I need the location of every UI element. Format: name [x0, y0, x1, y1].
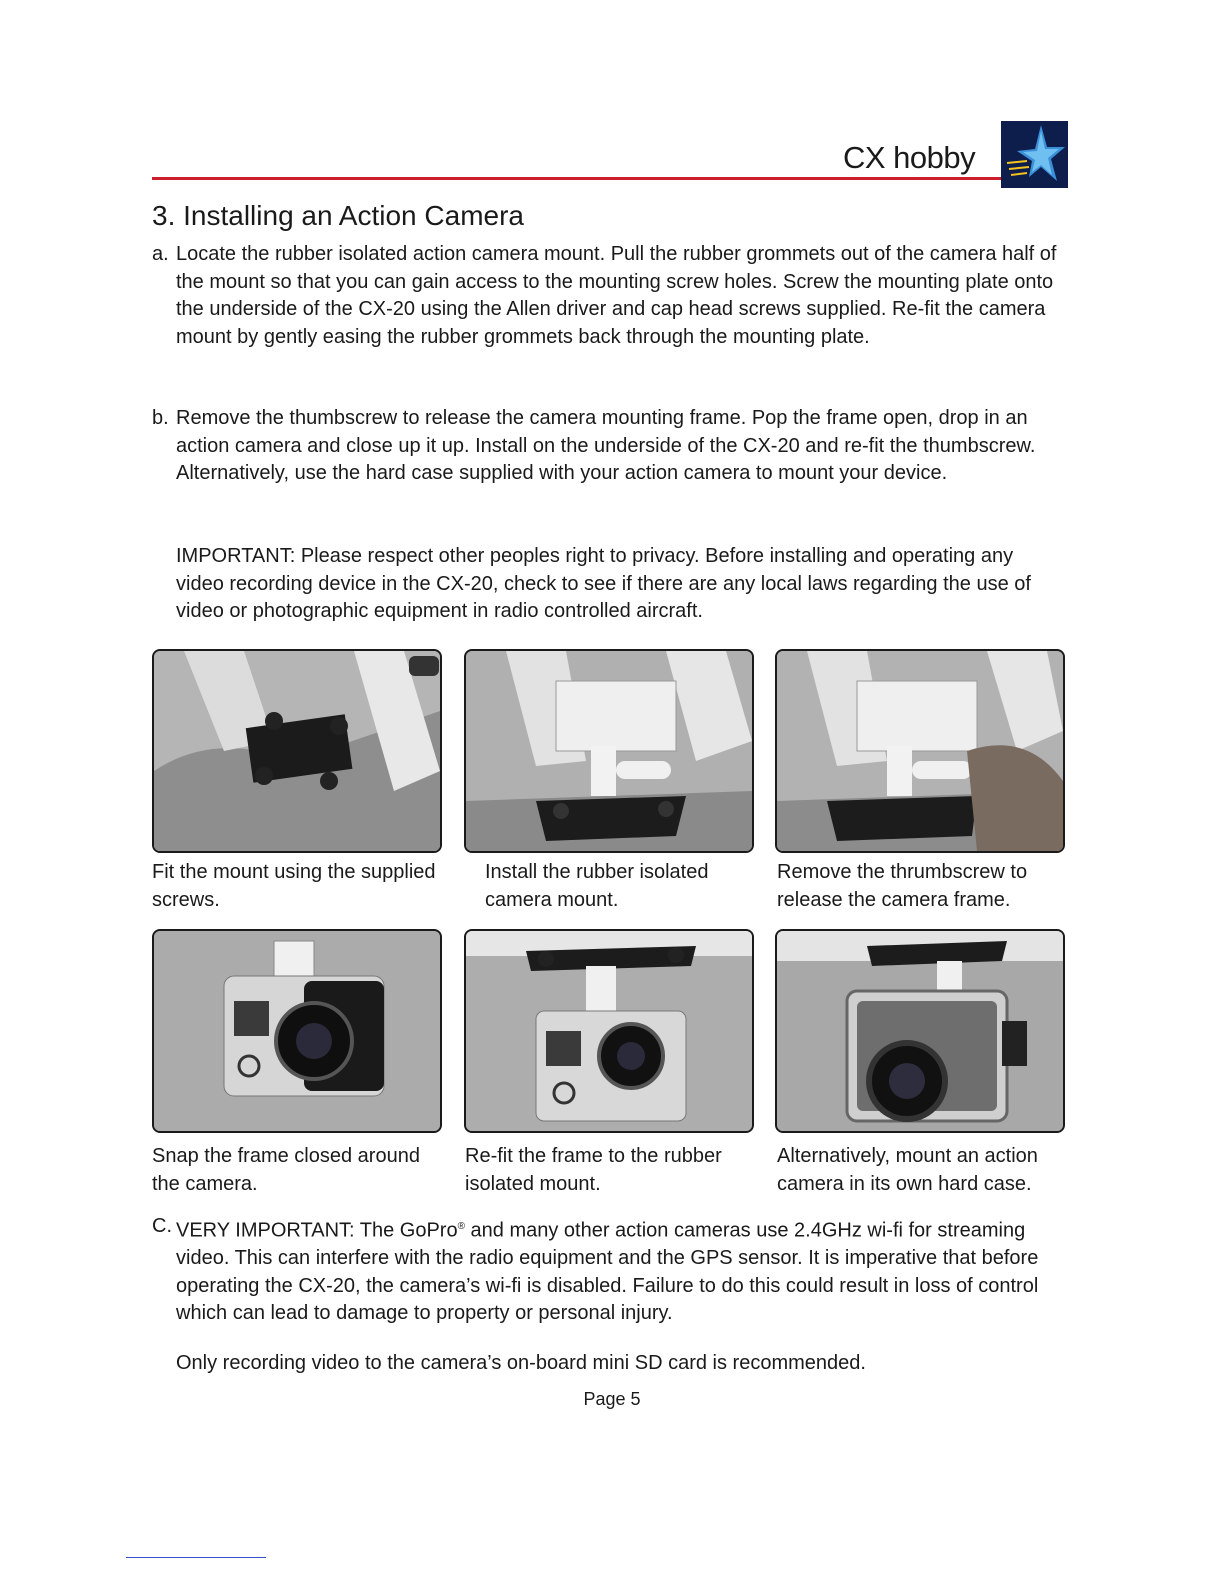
photo-refit-frame — [464, 929, 754, 1133]
step-b-label: b. — [152, 407, 169, 429]
caption-3: Remove the thrumbscrew to release the camera frame. — [777, 861, 1028, 911]
footer-rule — [126, 1557, 266, 1558]
photo-hard-case — [775, 929, 1065, 1133]
registered-mark: ® — [457, 1221, 465, 1232]
step-c-lead: VERY IMPORTANT: The GoPro — [176, 1219, 458, 1242]
caption-5: Re-fit the frame to the rubber isolated mount. — [465, 1145, 722, 1195]
caption-1: Fit the mount using the supplied screws. — [152, 861, 436, 911]
caption-6: Alternatively, mount an action camera in its own hard case. — [777, 1145, 1038, 1195]
header-rule — [152, 177, 1010, 180]
page-number: Page 5 — [583, 1389, 641, 1409]
step-c-text: and many other action cameras use 2.4GHz wi-fi for streaming video. This can interfere with the radio equipment and the GPS sensor. It is imperative that before operating the CX-20, the camera’s wi-fi is disabled. Failure to do this could result in loss of control which can lead to damage to property or personal injury. — [176, 1219, 1039, 1325]
important-note: IMPORTANT: Please respect other peoples right to privacy. Before installing and operating any video recording device in the CX-20, check to see if there are any local laws regarding the use of video or photographic equipment in radio controlled aircraft. — [176, 545, 1031, 622]
sd-card-note: Only recording video to the camera’s on-board mini SD card is recommended. — [176, 1352, 866, 1374]
step-a-text: Locate the rubber isolated action camera mount. Pull the rubber grommets out of the camera half of the mount so that you can gain access to the mounting screw holes. Screw the mounting plate onto the underside of the CX-20 using the Allen driver and cap head screws supplied. Re-fit the camera mount by gently easing the rubber grommets back through the mounting plate. — [176, 243, 1057, 348]
step-b — [152, 405, 1061, 488]
photo-fit-mount — [152, 649, 442, 853]
caption-4: Snap the frame closed around the camera. — [152, 1145, 420, 1195]
brand-name: CX hobby — [843, 140, 976, 175]
star-logo-icon — [1001, 121, 1068, 188]
photo-remove-thumbscrew — [775, 649, 1065, 853]
step-a — [152, 241, 1061, 351]
photo-snap-frame — [152, 929, 442, 1133]
step-c-label: C. — [152, 1215, 172, 1237]
step-c — [152, 1213, 1061, 1328]
photo-install-mount — [464, 649, 754, 853]
section-title: 3. Installing an Action Camera — [152, 200, 524, 231]
caption-2: Install the rubber isolated camera mount. — [485, 861, 709, 911]
step-a-label: a. — [152, 243, 169, 265]
step-b-text: Remove the thumbscrew to release the camera mounting frame. Pop the frame open, drop in an action camera and close up it up. Install on the underside of the CX-20 and re-fit the thumbscrew. Alternatively, use the hard case supplied with your action camera to mount your device. — [176, 407, 1036, 484]
